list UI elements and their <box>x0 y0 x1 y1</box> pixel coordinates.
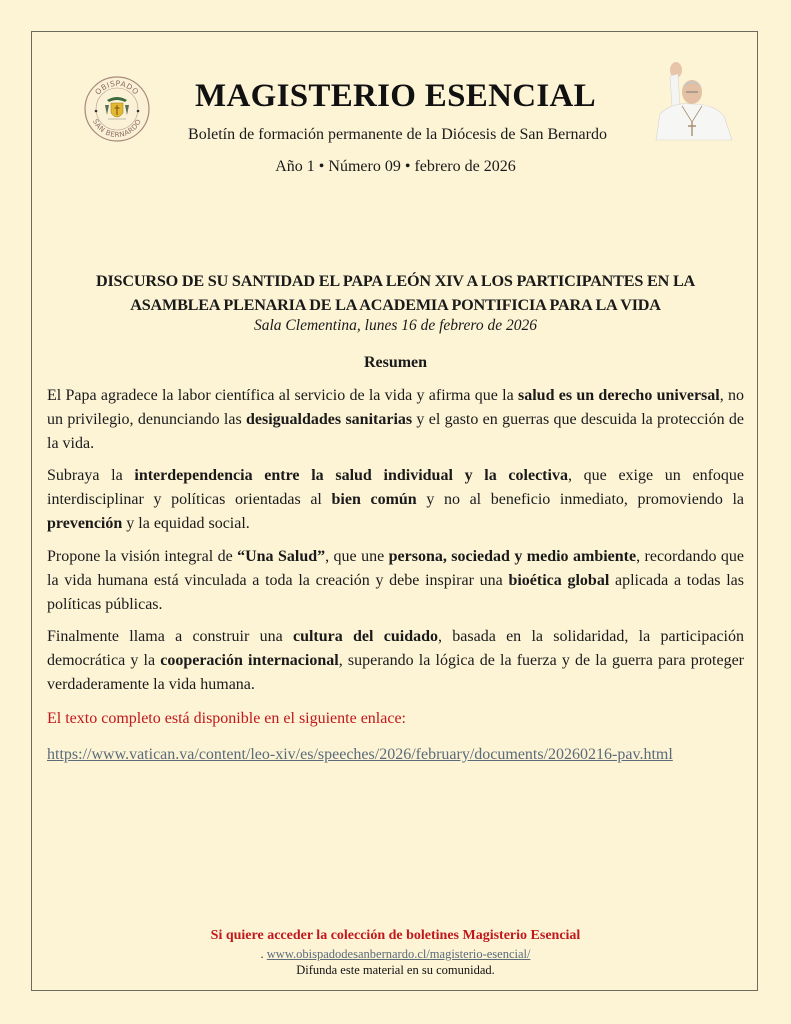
paragraph-text: , basada en la solidaridad, la participación democrática y la <box>47 628 744 669</box>
summary-paragraph <box>47 545 744 617</box>
speech-place-date: Sala Clementina, lunes 16 de febrero de 2026 <box>254 317 537 334</box>
emphasis-text: prevención <box>47 515 123 532</box>
footer-url-line <box>0 947 791 962</box>
summary-heading: Resumen <box>363 354 428 371</box>
newsletter-title: MAGISTERIO ESENCIAL <box>195 78 596 114</box>
footer-url-prefix: . <box>260 947 267 961</box>
footer-collection-cta: Si quiere acceder la colección de boletines Magisterio Esencial <box>210 928 581 943</box>
paragraph-text: , recordando que la vida humana está vinculada a toda la creación y debe inspirar una <box>47 548 745 589</box>
emphasis-text: bioética global <box>508 572 610 589</box>
paragraph-text: , no un privilegio, denunciando las <box>47 387 745 428</box>
paragraph-text: , que une <box>325 548 389 565</box>
full-text-intro: El texto completo está disponible en el siguiente enlace: <box>47 710 406 727</box>
issue-info: Año 1 • Número 09 • febrero de 2026 <box>275 158 516 175</box>
newsletter-subtitle: Boletín de formación permanente de la Diócesis de San Bernardo <box>188 126 607 143</box>
seal-top-text: OBISPADO <box>93 78 141 97</box>
footer-share-note: Difunda este material en su comunidad. <box>296 963 495 977</box>
paragraph-text: Subraya la <box>47 467 135 484</box>
collection-link[interactable]: www.obispadodesanbernardo.cl/magisterio-esencial/ <box>266 947 531 961</box>
speech-title <box>40 269 751 317</box>
seal-bottom-text: SAN BERNARDO <box>90 117 144 140</box>
emphasis-text: “Una Salud” <box>237 548 326 565</box>
paragraph-text: , que exige un enfoque interdisciplinar y políticas orientadas al <box>47 467 745 508</box>
emphasis-text: salud es un derecho universal <box>518 387 720 404</box>
emphasis-text: persona, sociedad y medio ambiente <box>388 548 637 565</box>
paragraph-text: y el gasto en guerras que descuida la protección de la vida. <box>47 411 744 452</box>
paragraph-text: y no al beneficio inmediato, promoviendo la <box>416 491 744 508</box>
speech-title-line-2: ASAMBLEA PLENARIA DE LA ACADEMIA PONTIFICIA PARA LA VIDA <box>130 296 661 314</box>
speech-title-line-1: DISCURSO DE SU SANTIDAD EL PAPA LEÓN XIV A LOS PARTICIPANTES EN LA <box>95 272 696 290</box>
summary-paragraph <box>47 384 744 456</box>
emphasis-text: bien común <box>331 491 417 508</box>
paragraph-text: Propone la visión integral de <box>47 548 238 565</box>
full-text-link[interactable]: https://www.vatican.va/content/leo-xiv/es/speeches/2026/february/documents/20260216-pav.html <box>47 746 673 763</box>
emphasis-text: interdependencia entre la salud individual y la colectiva <box>134 467 568 484</box>
summary-paragraph <box>47 464 744 536</box>
paragraph-text: El Papa agradece la labor científica al servicio de la vida y afirma que la <box>47 387 518 404</box>
paragraph-text: , superando la lógica de la fuerza y de la guerra para proteger verdaderamente la vida humana. <box>47 652 745 693</box>
emphasis-text: cooperación internacional <box>160 652 339 669</box>
paragraph-text: y la equidad social. <box>122 515 250 532</box>
emphasis-text: desigualdades sanitarias <box>245 411 413 428</box>
emphasis-text: cultura del cuidado <box>292 628 438 645</box>
summary-paragraph <box>47 625 744 697</box>
paragraph-text: Finalmente llama a construir una <box>47 628 293 645</box>
paragraph-text: aplicada a todas las políticas públicas. <box>47 572 745 613</box>
